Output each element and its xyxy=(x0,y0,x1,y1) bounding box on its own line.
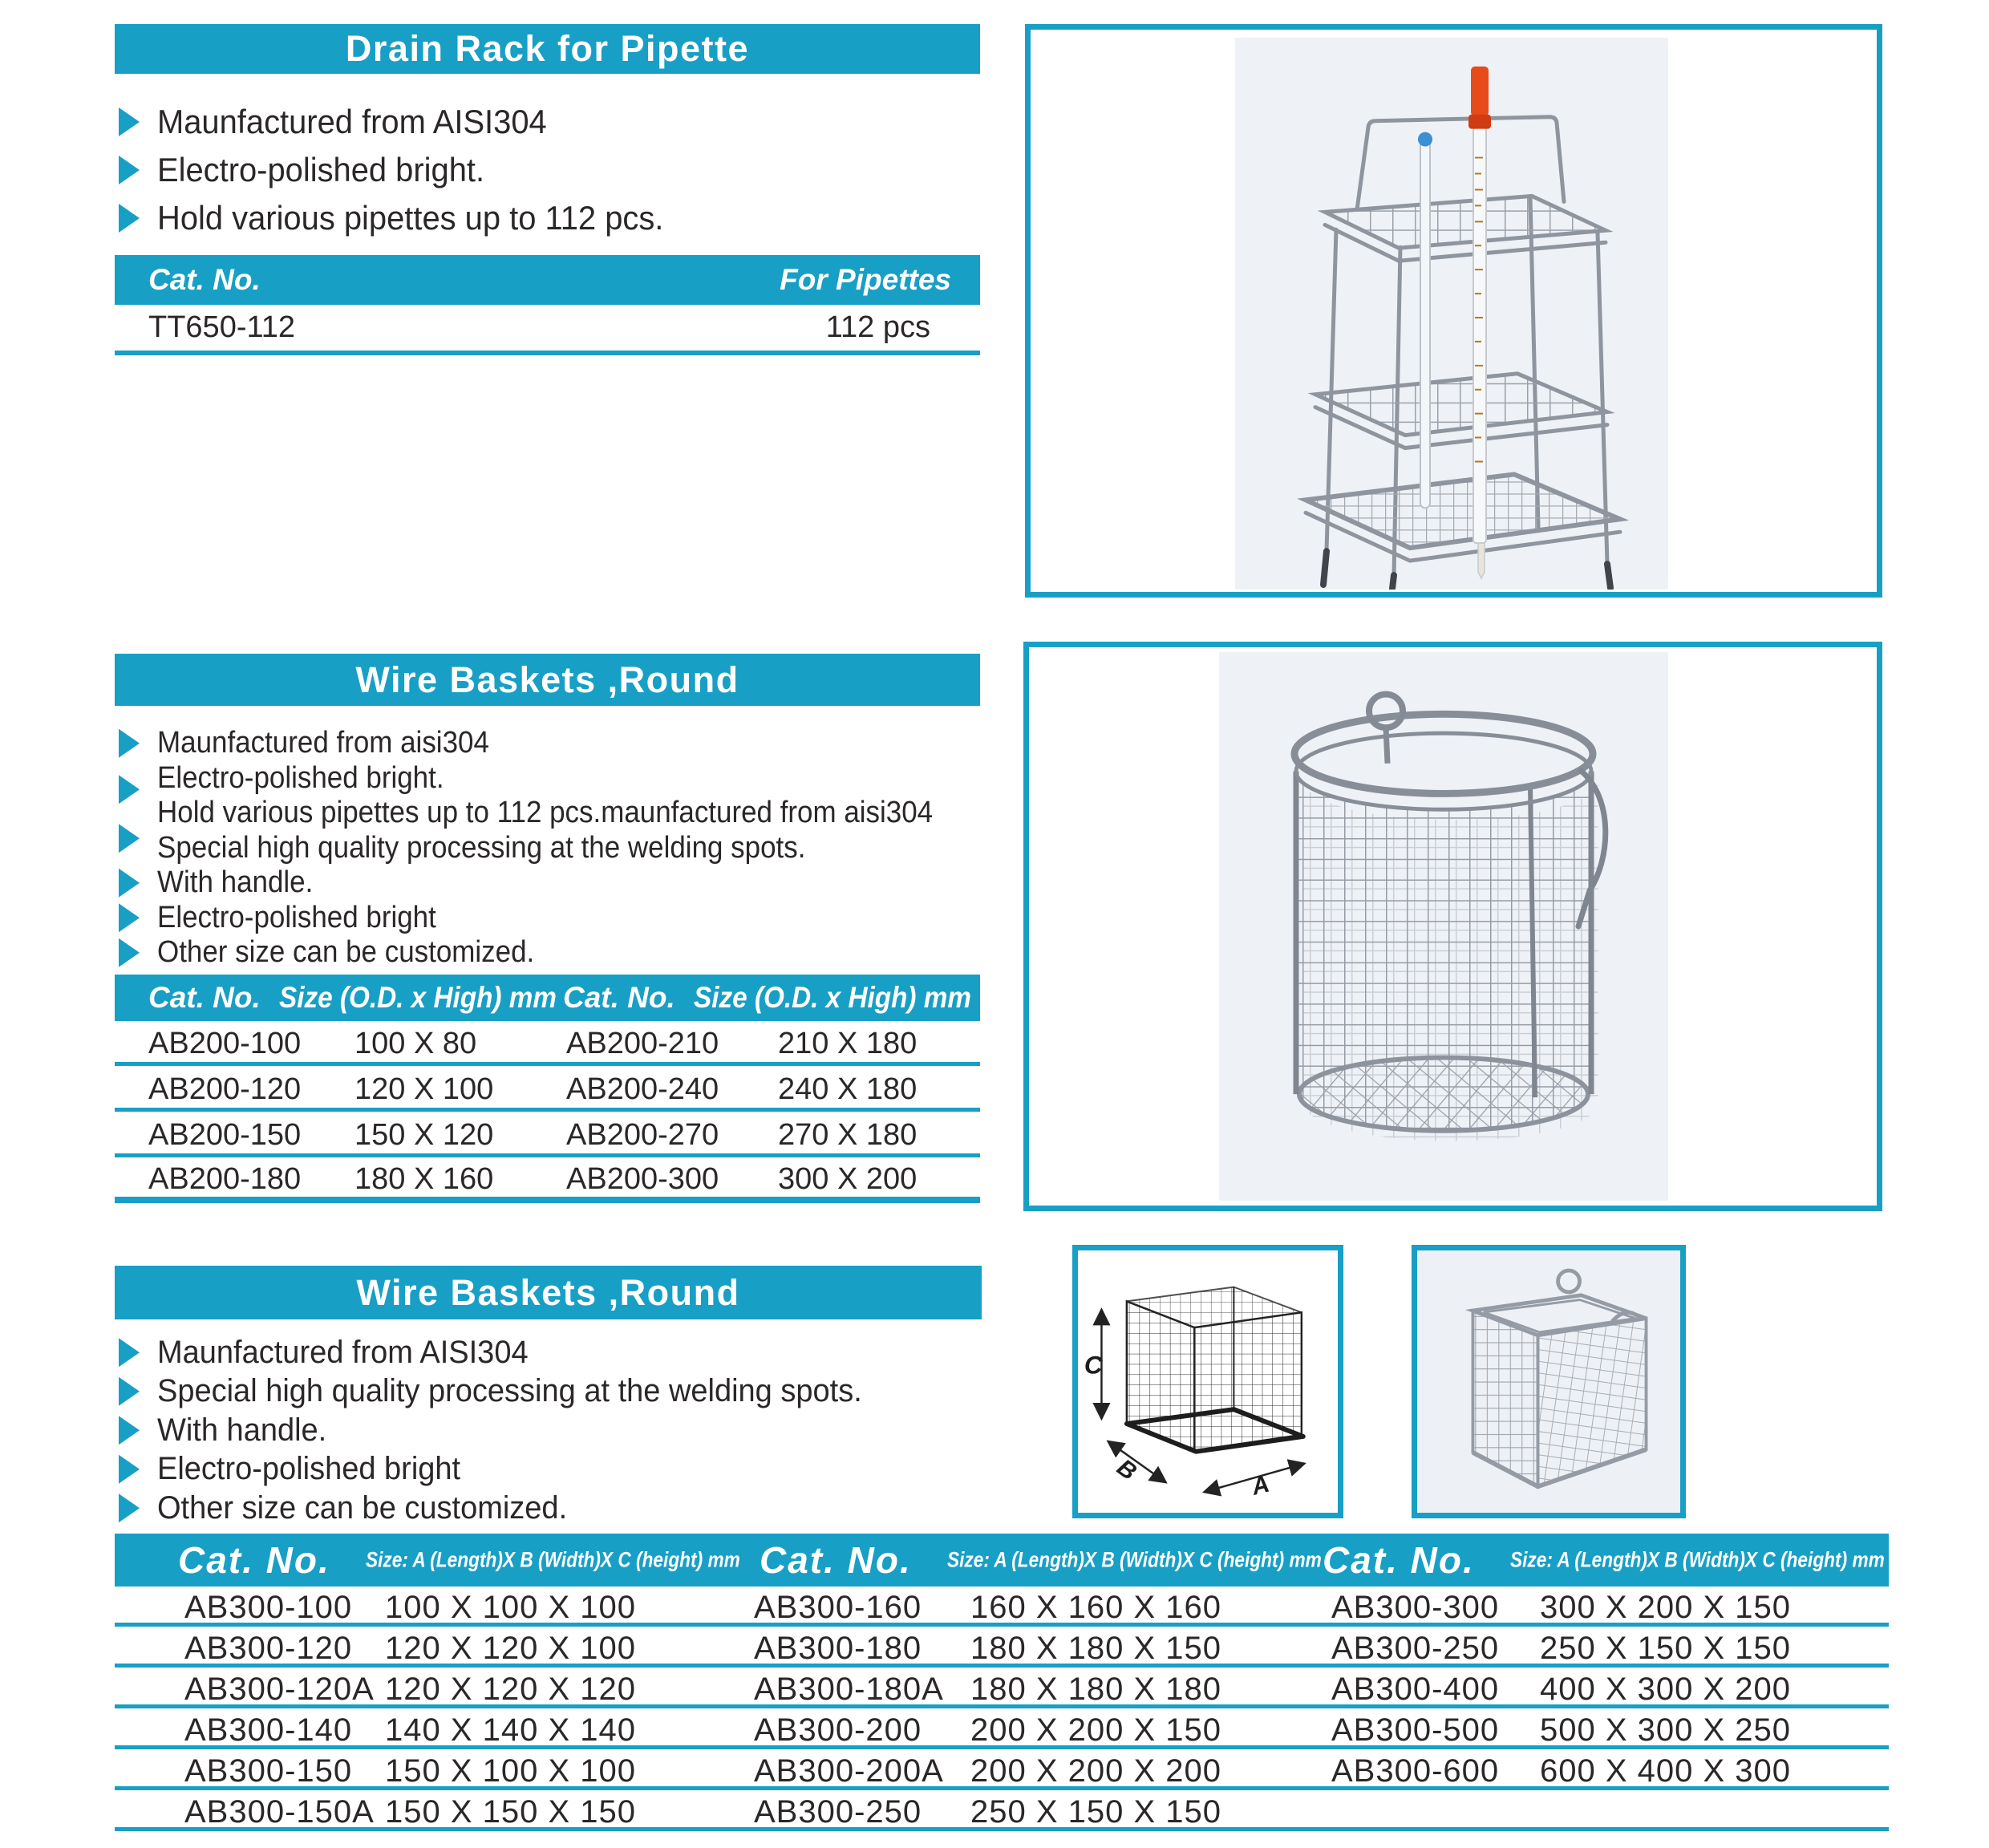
table-row xyxy=(115,1162,980,1203)
table-row xyxy=(115,1672,1889,1708)
size-cell: 160 X 160 X 160 xyxy=(970,1590,1222,1625)
section3-feature-list xyxy=(119,1333,899,1528)
feature-item xyxy=(119,726,1000,761)
table-row xyxy=(115,1631,1889,1668)
arrow-bullet-icon xyxy=(119,1455,140,1484)
section2-table-header xyxy=(115,975,980,1021)
square-basket-photo xyxy=(1417,1250,1680,1513)
capacity-cell: 112 pcs xyxy=(825,310,930,344)
arrow-bullet-icon xyxy=(119,1416,140,1445)
cat-no-cell: AB300-400 xyxy=(1331,1672,1500,1707)
feature-text: Maunfactured from AISI304 xyxy=(157,1334,529,1370)
section2-title-bar xyxy=(115,654,980,706)
table-divider xyxy=(115,351,980,355)
feature-item xyxy=(119,831,1000,866)
feature-text: Other size can be customized. xyxy=(157,935,535,970)
section1-title: Drain Rack for Pipette xyxy=(345,28,750,69)
size-cell: 240 X 180 xyxy=(778,1072,918,1106)
feature-text: Electro-polished bright. xyxy=(157,151,485,188)
cat-no-cell: AB200-240 xyxy=(566,1072,719,1106)
drain-rack-photo-frame xyxy=(1025,24,1882,598)
section1-feature-list xyxy=(119,98,691,242)
feature-item xyxy=(119,98,691,146)
feature-item xyxy=(119,1450,899,1489)
size-cell: 210 X 180 xyxy=(778,1026,918,1060)
size-cell: 150 X 150 X 150 xyxy=(385,1794,637,1830)
arrow-bullet-icon xyxy=(119,156,140,184)
feature-item xyxy=(119,796,1000,831)
size-cell: 300 X 200 xyxy=(778,1162,918,1196)
cat-no-cell: AB300-150 xyxy=(184,1753,353,1789)
cat-no-cell: AB300-180 xyxy=(754,1631,922,1666)
size-cell: 250 X 150 X 150 xyxy=(1540,1631,1792,1666)
feature-text: Maunfactured from AISI304 xyxy=(157,103,547,140)
table-row xyxy=(115,1712,1889,1749)
table-row xyxy=(115,305,980,351)
column-header: Size: A (Length)X B (Width)X C (height) mm xyxy=(366,1547,740,1572)
feature-text: Hold various pipettes up to 112 pcs.maunfactured from aisi304 xyxy=(157,796,934,830)
table-row xyxy=(115,1590,1889,1627)
cat-no-cell: AB300-120 xyxy=(184,1631,353,1666)
column-header: Size (O.D. x High) mm xyxy=(694,981,971,1014)
cat-no-cell: AB300-250 xyxy=(1331,1631,1500,1666)
cat-no-cell: AB200-120 xyxy=(148,1072,302,1106)
round-basket-illustration xyxy=(1219,652,1668,1201)
cat-no-cell: AB200-300 xyxy=(566,1162,719,1196)
feature-item xyxy=(119,935,1000,971)
column-header: Cat. No. xyxy=(1323,1539,1475,1581)
arrow-bullet-icon xyxy=(119,729,140,758)
round-basket-photo xyxy=(1219,652,1668,1201)
feature-item xyxy=(119,1372,899,1412)
arrow-bullet-icon xyxy=(119,107,140,136)
diagram-length-label: A xyxy=(1249,1470,1272,1501)
size-cell: 180 X 160 xyxy=(354,1162,494,1196)
column-header: Cat. No. xyxy=(148,263,261,296)
feature-item xyxy=(119,146,691,194)
cat-no-cell: AB300-140 xyxy=(184,1712,353,1748)
diagram-height-label: C xyxy=(1084,1350,1103,1380)
cat-no-cell: AB300-100 xyxy=(184,1590,353,1625)
section3-title-bar xyxy=(115,1266,982,1319)
cat-no-cell: AB300-200A xyxy=(754,1753,944,1789)
size-cell: 140 X 140 X 140 xyxy=(385,1712,637,1748)
table-row xyxy=(115,1753,1889,1790)
column-header: Cat. No. xyxy=(760,1539,912,1581)
round-basket-photo-frame xyxy=(1023,642,1882,1211)
cat-no-cell: TT650-112 xyxy=(148,310,296,344)
size-cell: 120 X 100 xyxy=(354,1072,494,1106)
size-cell: 300 X 200 X 150 xyxy=(1540,1590,1792,1625)
feature-text: Other size can be customized. xyxy=(157,1489,568,1526)
section1-title-bar xyxy=(115,24,980,74)
arrow-bullet-icon xyxy=(119,1377,140,1406)
feature-item xyxy=(119,1333,899,1372)
cat-no-cell: AB200-270 xyxy=(566,1117,719,1152)
cat-no-cell: AB200-150 xyxy=(148,1117,302,1152)
arrow-bullet-icon xyxy=(119,938,140,967)
size-cell: 100 X 100 X 100 xyxy=(385,1590,637,1625)
feature-item xyxy=(119,1411,899,1450)
section3-table-header xyxy=(115,1534,1889,1587)
size-cell: 120 X 120 X 100 xyxy=(385,1631,637,1666)
feature-item xyxy=(119,194,691,242)
drain-rack-illustration xyxy=(1235,38,1668,590)
size-cell: 600 X 400 X 300 xyxy=(1540,1753,1792,1789)
square-basket-diagram xyxy=(1078,1250,1338,1513)
size-cell: 180 X 180 X 180 xyxy=(970,1672,1222,1707)
column-header: Size: A (Length)X B (Width)X C (height) mm xyxy=(947,1547,1322,1572)
feature-text: Electro-polished bright xyxy=(157,900,436,934)
column-header: For Pipettes xyxy=(780,263,951,296)
drain-rack-photo xyxy=(1235,38,1668,590)
arrow-bullet-icon xyxy=(119,903,140,932)
feature-text: With handle. xyxy=(157,865,314,900)
size-cell: 200 X 200 X 150 xyxy=(970,1712,1222,1748)
cat-no-cell: AB300-500 xyxy=(1331,1712,1500,1748)
column-header: Cat. No. xyxy=(178,1539,330,1581)
size-cell: 250 X 150 X 150 xyxy=(970,1794,1222,1830)
feature-text: With handle. xyxy=(157,1412,327,1448)
arrow-bullet-icon xyxy=(119,1493,140,1522)
cat-no-cell: AB200-210 xyxy=(566,1026,719,1060)
column-header: Size: A (Length)X B (Width)X C (height) mm xyxy=(1510,1547,1885,1572)
cat-no-cell: AB300-600 xyxy=(1331,1753,1500,1789)
feature-item xyxy=(119,901,1000,936)
cat-no-cell: AB300-150A xyxy=(184,1794,375,1830)
size-cell: 150 X 100 X 100 xyxy=(385,1753,637,1789)
cat-no-cell: AB300-160 xyxy=(754,1590,922,1625)
size-cell: 400 X 300 X 200 xyxy=(1540,1672,1792,1707)
cat-no-cell: AB300-300 xyxy=(1331,1590,1500,1625)
section3-title: Wire Baskets ,Round xyxy=(356,1271,740,1313)
column-header: Size (O.D. x High) mm xyxy=(279,981,557,1014)
table-row xyxy=(115,1071,980,1112)
feature-item xyxy=(119,865,1000,901)
feature-text: Hold various pipettes up to 112 pcs. xyxy=(157,199,664,237)
section2-feature-list xyxy=(119,726,1000,971)
column-header: Cat. No. xyxy=(563,981,675,1014)
diagram-width-label: B xyxy=(1112,1453,1142,1486)
table-row xyxy=(115,1025,980,1066)
size-cell: 100 X 80 xyxy=(354,1026,477,1060)
feature-text: Maunfactured from aisi304 xyxy=(157,726,489,760)
cat-no-cell: AB200-100 xyxy=(148,1026,302,1060)
square-basket-photo-frame xyxy=(1412,1245,1686,1518)
arrow-bullet-icon xyxy=(119,1338,140,1367)
size-cell: 500 X 300 X 250 xyxy=(1540,1712,1792,1748)
section2-title: Wire Baskets ,Round xyxy=(355,659,739,700)
arrow-bullet-icon xyxy=(119,204,140,233)
size-cell: 180 X 180 X 150 xyxy=(970,1631,1222,1666)
cat-no-cell: AB300-250 xyxy=(754,1794,922,1830)
arrow-bullet-icon xyxy=(119,869,140,898)
size-cell: 150 X 120 xyxy=(354,1117,494,1152)
size-cell: 270 X 180 xyxy=(778,1117,918,1152)
cat-no-cell: AB300-180A xyxy=(754,1672,944,1707)
size-cell: 200 X 200 X 200 xyxy=(970,1753,1222,1789)
cat-no-cell: AB200-180 xyxy=(148,1162,302,1196)
section1-table-header xyxy=(115,255,980,305)
feature-item xyxy=(119,761,1000,796)
size-cell: 120 X 120 X 120 xyxy=(385,1672,637,1707)
column-header: Cat. No. xyxy=(148,981,261,1014)
table-row xyxy=(115,1794,1889,1831)
feature-text: Electro-polished bright xyxy=(157,1451,461,1487)
feature-item xyxy=(119,1489,899,1528)
feature-text: Special high quality processing at the welding spots. xyxy=(157,1373,862,1409)
cat-no-cell: AB300-120A xyxy=(184,1672,375,1707)
feature-text: Electro-polished bright. xyxy=(157,760,444,795)
square-basket-diagram-frame xyxy=(1072,1245,1343,1518)
feature-text: Special high quality processing at the welding spots. xyxy=(157,830,806,865)
cat-no-cell: AB300-200 xyxy=(754,1712,922,1748)
table-row xyxy=(115,1116,980,1157)
